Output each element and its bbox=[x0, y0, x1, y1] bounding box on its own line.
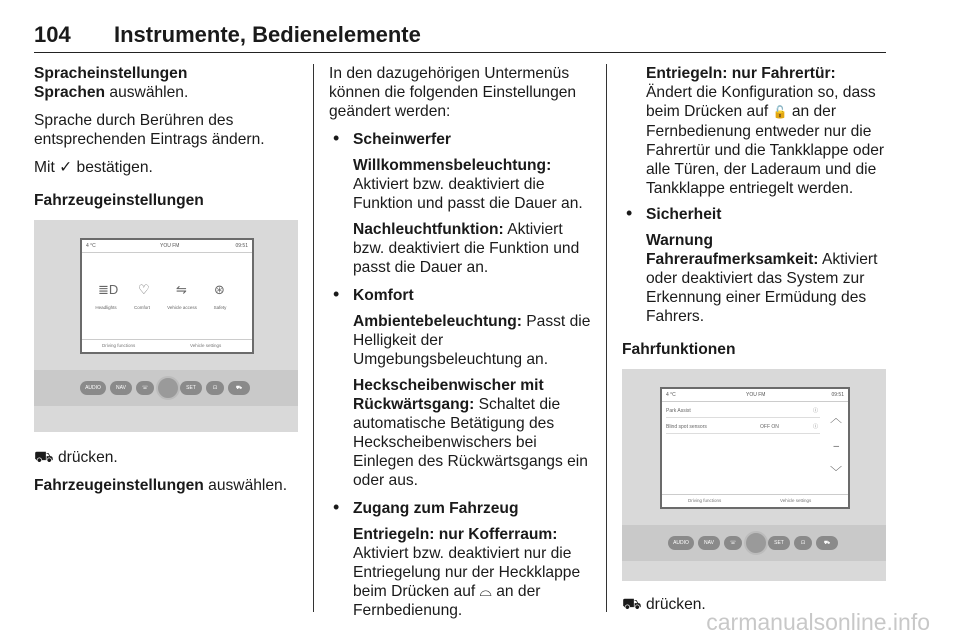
paragraph-heckscheibenwischer bbox=[353, 376, 591, 490]
clock: 09:51 bbox=[235, 243, 248, 249]
tab-vehicle-settings[interactable]: Vehicle settings bbox=[780, 498, 812, 503]
unlock-icon: 🔓 bbox=[772, 105, 788, 119]
set-button[interactable]: SET bbox=[180, 381, 202, 395]
vehicle-button[interactable]: ⛟ bbox=[816, 536, 838, 550]
infotainment-photo-vehicle-settings bbox=[34, 220, 298, 432]
tab-vehicle-settings[interactable]: Vehicle settings bbox=[190, 343, 222, 348]
scroll-indicator: – bbox=[833, 441, 839, 452]
paragraph-willkommensbeleuchtung bbox=[353, 156, 591, 213]
info-icon[interactable]: ⓘ bbox=[812, 408, 818, 414]
text-mit: Mit bbox=[34, 159, 60, 176]
chevron-down-icon[interactable]: ﹀ bbox=[829, 465, 842, 479]
phone-button[interactable]: ☏ bbox=[136, 381, 154, 395]
paragraph-nachleuchtfunktion bbox=[353, 220, 591, 277]
text-sprachen: auswählen. bbox=[105, 84, 189, 101]
vehicle-access-label: Vehicle access bbox=[167, 305, 197, 310]
item-title-zugang: • Zugang zum Fahrzeug bbox=[353, 500, 519, 517]
paragraph-fz-auswaehlen bbox=[34, 476, 302, 495]
text-ambientebeleuchtung: Passt die Helligkeit der Umgebungsbeleuchtung an. bbox=[353, 313, 591, 368]
paragraph-bestaetigen bbox=[34, 158, 302, 177]
trunk-key-icon: ⌓ bbox=[479, 582, 492, 600]
text-druecken: drücken. bbox=[641, 596, 706, 613]
term-nachleuchtfunktion: Nachleuchtfunktion: bbox=[353, 221, 504, 238]
temperature: 4 °C bbox=[666, 392, 676, 398]
paragraph-entriegeln-kofferraum bbox=[353, 525, 591, 620]
term-entriegeln-fahrertuer: Entriegeln: nur Fahrertür: bbox=[646, 65, 836, 82]
control-bezel bbox=[34, 370, 298, 406]
term-heckscheibenwischer: Heckscheibenwischer mit Rückwärtsgang: bbox=[353, 377, 544, 413]
media-button[interactable]: ⊡ bbox=[794, 536, 812, 550]
paragraph-ambientebeleuchtung bbox=[353, 312, 591, 369]
headlights-icon[interactable]: ≣D bbox=[98, 282, 119, 297]
phone-button[interactable]: ☏ bbox=[724, 536, 742, 550]
list-item-zugang bbox=[329, 499, 591, 620]
chevron-up-icon[interactable]: ︿ bbox=[829, 411, 842, 425]
column-divider-1 bbox=[313, 64, 314, 612]
nav-button[interactable]: NAV bbox=[110, 381, 132, 395]
item-title-komfort: • Komfort bbox=[353, 287, 414, 304]
temperature: 4 °C bbox=[86, 243, 96, 249]
text-bestaetigen: bestätigen. bbox=[72, 159, 153, 176]
text-entriegeln-fahrertuer: Ändert die Konfiguration so, dass beim Drücken auf bbox=[646, 84, 876, 120]
vehicle-button[interactable]: ⛟ bbox=[228, 381, 250, 395]
paragraph-entriegeln-fahrertuer bbox=[646, 64, 886, 198]
list-item-komfort bbox=[329, 286, 591, 490]
heading-spracheinstellungen: Spracheinstellungen bbox=[34, 65, 188, 82]
text-nachleuchtfunktion: Aktiviert bzw. deaktiviert die Funktion und passt die Dauer an. bbox=[353, 221, 580, 276]
status-bar bbox=[662, 389, 848, 402]
infotainment-photo-driving-functions bbox=[622, 369, 886, 581]
watermark: carmanualsonline.info bbox=[706, 609, 930, 635]
term-warnung: Warnung Fahreraufmerksamkeit: bbox=[646, 232, 819, 268]
column-3 bbox=[622, 64, 886, 623]
radio-station: YOU FM bbox=[746, 392, 766, 398]
comfort-label: Comfort bbox=[133, 305, 150, 310]
column-1 bbox=[34, 64, 302, 504]
paragraph-beruehren: Sprache durch Berühren des entsprechenden Eintrags ändern. bbox=[34, 112, 265, 148]
page-header bbox=[34, 22, 886, 53]
text-heckscheibenwischer: Schaltet die automatische Betätigung des Heckscheibenwischers bei Einlegen des Rückwärtsgangs ein oder aus. bbox=[353, 396, 588, 489]
term-entriegeln-kofferraum: Entriegeln: nur Kofferraum: bbox=[353, 526, 558, 543]
text-entriegeln-fahrertuer-end: an der Fernbedienung entweder nur die Fahrertür und die Tankklappe oder alle Türen, der Laderaum und die Tankklappe entriegelt werden. bbox=[646, 103, 885, 197]
control-bezel bbox=[622, 525, 886, 561]
text-warnung: Aktiviert oder deaktiviert das System zur Erkennung einer Ermüdung des Fahrers. bbox=[646, 251, 878, 325]
tab-driving-functions[interactable]: Driving functions bbox=[688, 498, 722, 503]
safety-label: Safety bbox=[213, 305, 227, 310]
car-icon: ⛟ bbox=[622, 595, 642, 613]
paragraph-warnung bbox=[646, 231, 886, 326]
setting-row-blind-spot[interactable] bbox=[666, 421, 820, 434]
status-bar bbox=[82, 240, 252, 253]
display-screen bbox=[660, 387, 850, 509]
column-divider-2 bbox=[606, 64, 607, 612]
page-title: Instrumente, Bedienelemente bbox=[114, 22, 421, 47]
text-auswaehlen: auswählen. bbox=[203, 477, 288, 494]
audio-button[interactable]: AUDIO bbox=[80, 381, 106, 395]
tab-driving-functions[interactable]: Driving functions bbox=[102, 343, 136, 348]
volume-knob[interactable] bbox=[156, 376, 180, 400]
heading-fahrzeugeinstellungen: Fahrzeugeinstellungen bbox=[34, 192, 204, 209]
text-willkommensbeleuchtung: Aktiviert bzw. deaktiviert die Funktion und passt die Dauer an. bbox=[353, 176, 583, 212]
page-number: 104 bbox=[34, 22, 71, 47]
nav-button[interactable]: NAV bbox=[698, 536, 720, 550]
list-item-sicherheit bbox=[622, 205, 886, 326]
item-title-scheinwerfer: • Scheinwerfer bbox=[353, 131, 451, 148]
settings-list bbox=[329, 130, 591, 620]
paragraph-intro: In den dazugehörigen Untermenüs können die folgenden Einstellungen geändert werden: bbox=[329, 65, 577, 120]
text-entriegeln-kofferraum: Aktiviert bzw. deaktiviert nur die Entriegelung nur der Heckklappe beim Drücken auf bbox=[353, 545, 581, 600]
row-label: Blind spot sensors bbox=[666, 424, 707, 430]
headlights-label: Headlights bbox=[95, 305, 117, 310]
paragraph-druecken bbox=[34, 448, 302, 467]
toggle-off-on[interactable]: OFF ON bbox=[760, 424, 779, 430]
comfort-icon[interactable]: ♡ bbox=[138, 282, 150, 297]
term-ambientebeleuchtung: Ambientebeleuchtung: bbox=[353, 313, 522, 330]
safety-icon[interactable]: ⊛ bbox=[214, 282, 225, 297]
row-label: Park Assist bbox=[666, 408, 691, 414]
radio-station: YOU FM bbox=[160, 243, 180, 249]
term-willkommensbeleuchtung: Willkommensbeleuchtung: bbox=[353, 157, 552, 174]
text-druecken: drücken. bbox=[53, 449, 118, 466]
item-title-sicherheit: • Sicherheit bbox=[646, 206, 722, 223]
heading-fahrfunktionen: Fahrfunktionen bbox=[622, 341, 736, 358]
setting-row-park-assist[interactable] bbox=[666, 405, 820, 418]
display-screen bbox=[80, 238, 254, 354]
volume-knob[interactable] bbox=[744, 531, 768, 555]
audio-button[interactable]: AUDIO bbox=[668, 536, 694, 550]
car-icon: ⛟ bbox=[34, 448, 54, 466]
term-sprachen: Sprachen bbox=[34, 84, 106, 101]
clock: 09:51 bbox=[831, 392, 844, 398]
checkmark-icon: ✓ bbox=[59, 158, 73, 176]
vehicle-access-icon[interactable]: ⇋ bbox=[176, 282, 187, 297]
column-2 bbox=[329, 64, 591, 629]
bottom-tabs bbox=[662, 494, 848, 507]
paragraph-sprachen bbox=[34, 83, 302, 102]
list-item-scheinwerfer bbox=[329, 130, 591, 277]
safety-list bbox=[622, 205, 886, 326]
media-button[interactable]: ⊡ bbox=[206, 381, 224, 395]
info-icon[interactable]: ⓘ bbox=[812, 424, 818, 430]
text-fernbedienung: an der Fernbedienung. bbox=[353, 583, 541, 619]
bottom-tabs bbox=[82, 339, 252, 352]
term-fahrzeugeinstellungen: Fahrzeugeinstellungen bbox=[34, 477, 204, 494]
set-button[interactable]: SET bbox=[768, 536, 790, 550]
